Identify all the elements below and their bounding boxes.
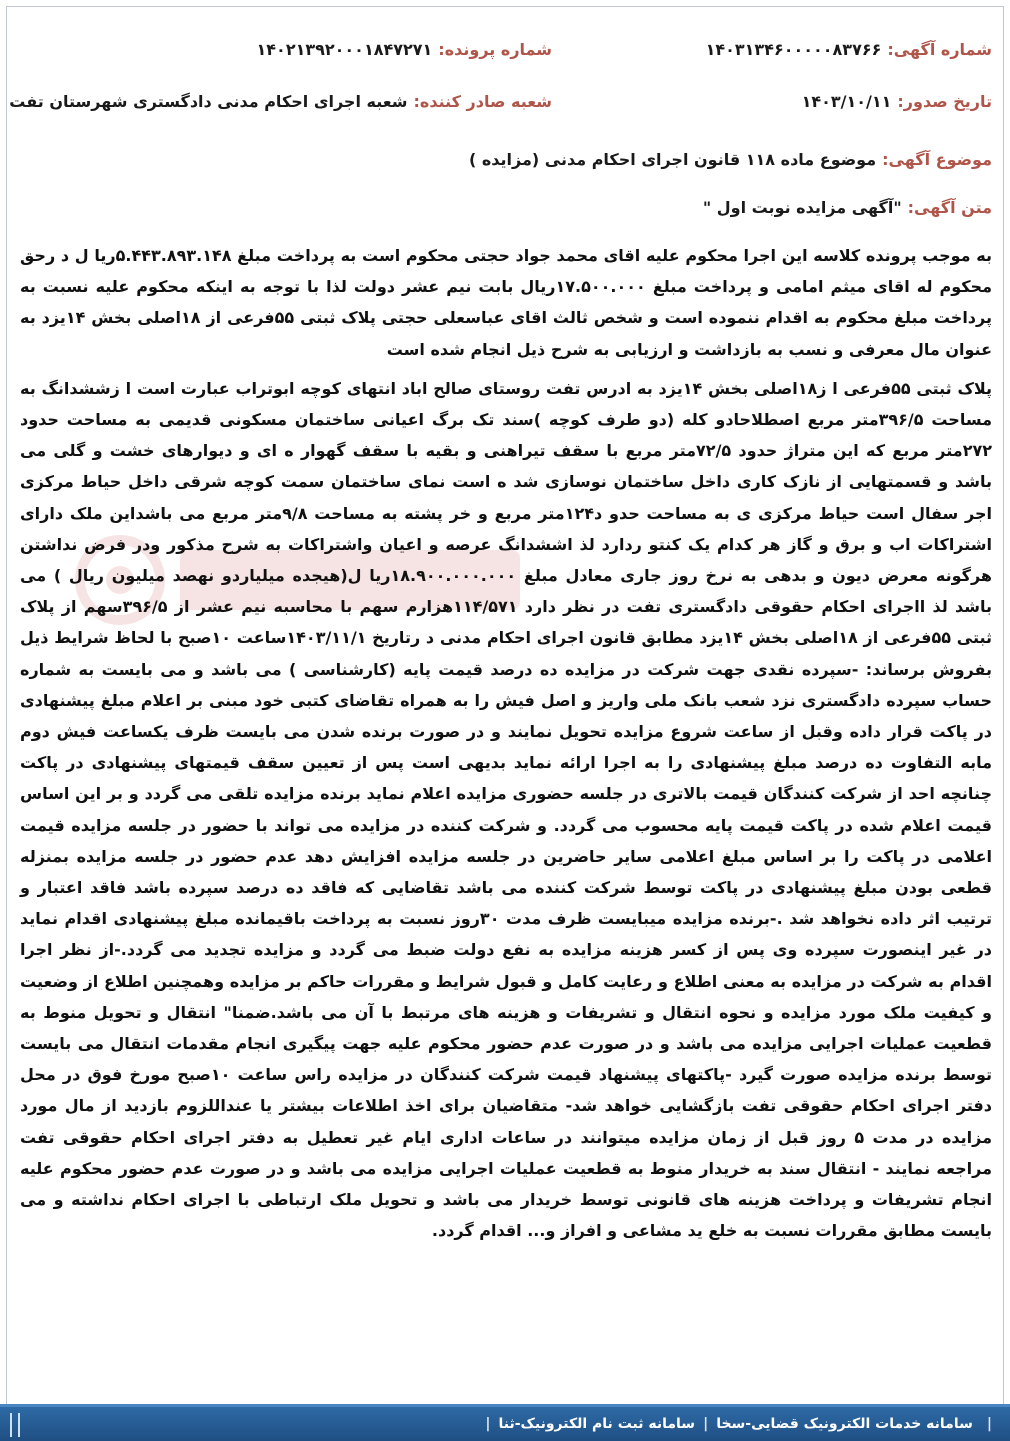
footer-bar: [0, 1404, 1010, 1441]
issuer-row: [9, 92, 552, 111]
paragraph-intro: به موجب پرونده کلاسه این اجرا محکوم علیه اقای محمد جواد حجتی محکوم است به پرداخت مبلغ ۵.۴۴۳.۸۹۳.۱۴۸ریا ل د رحق محکوم له اقای میثم امامی و پرداخت مبلغ ۱۷.۵۰۰.۰۰۰ریال بابت نیم عشر دولت لذا با توجه به اینکه محکوم علیه نسبت به پرداخت مبلغ محکوم به اقدام ننموده است و شخص ثالث اقای عباسعلی حجتی پلاک ثبتی ۵۵فرعی از ۱۸اصلی بخش ۱۴یزد به عنوان مال معرفی و نسب به بازداشت و ارزیابی به شرح ذیل انجام شده است: [20, 246, 993, 359]
paragraph-details: پلاک ثبتی ۵۵فرعی ا ز۱۸اصلی بخش ۱۴یزد به ادرس تفت روستای صالح اباد انتهای کوچه ابوتراب عبارت است ا زششدانگ به مساحت ۳۹۶/۵متر مربع اصطلاحادو کله (دو طرف کوچه )سند تک برگ اعیانی ساختمان مسکونی قدیمی به مساحت حدود ۲۷۲متر مربع که این متراژ حدود ۷۲/۵متر مربع با سقف تیراهنی و بقیه با سقف گهوار ه ای و دیوارهای خشت و گلی می باشد و قسمتهایی از نازک کاری داخل ساختمان نوسازی شد ه است نمای ساختمان سمت کوچه شرقی داخل حیاط مرکزی اجر سفال است حیاط مرکزی ی به مساحت حدو د۱۲۴متر مربع و خر پشته به مساحت ۹/۸متر مربع می باشداین ملک دارای اشتراکات اب و برق و گاز هر کدام یک کنتو ردارد لذ اششدانگ عرصه و اعیان واشتراکات به شرح مذکور ودر فرض نداشتن هرگونه معرض دیون و بدهی به نرخ روز جاری معادل مبلغ ۱۸.۹۰۰.۰۰۰.۰۰۰ریا ل(هیجده میلیاردو نهصد میلیون ریال ) می باشد لذ ااجرای احکام حقوقی دادگستری تفت در نظر دارد ۱۱۴/۵۷۱هزارم سهم با محاسبه نیم عشر از ۳۹۶/۵سهم از پلاک ثبتی ۵۵فرعی از ۱۸اصلی بخش ۱۴یزد مطابق قانون اجرای احکام مدنی د رتاریخ ۱۴۰۳/۱۱/۱ساعت ۱۰صبح با لحاظ شرایط ذیل بفروش برساند: -سپرده نقدی جهت شرکت در مزایده ده درصد قیمت پایه (کارشناسی ) می باشد و می بایست به شماره حساب سپرده دادگستری نزد شعب بانک ملی واریز و اصل فیش را به همراه تقاضای کتبی خود مبنی بر اعلام مبلغ پیشنهادی در پاکت قرار داده وقبل از ساعت شروع مزایده تحویل نمایند و در صورت برنده شدن می بایست ظرف یکساعت فیش دوم مابه التفاوت ده درصد مبلغ پیشنهادی را به اجرا ارائه نماید بدیهی است پس از تعیین سقف قیمتهای پیشنهادی در پاکت چنانچه احد از شرکت کنندگان قیمت بالاتری در جلسه حضوری مزایده اعلام نماید برنده مزایده تلقی می گردد و بر این اساس قیمت اعلام شده در پاکت قیمت پایه محسوب می گردد. و شرکت کننده در مزایده می تواند با حضور در جلسه مزایده قیمت اعلامی در پاکت را بر اساس مبلغ اعلامی سایر حاضرین در جلسه مزایده افزایش دهد عدم حضور در جلسه مزایده بمنزله قطعی بودن مبلغ پیشنهادی در پاکت توسط شرکت کننده می باشد تقاضایی که فاقد ده درصد سپرده باشد فاقد اعتبار و ترتیب اثر داده نخواهد شد .-برنده مزایده میبایست ظرف مدت ۳۰روز نسبت به پرداخت باقیمانده مبلغ پیشنهادی اقدام نماید در غیر اینصورت سپرده وی پس از کسر هزینه مزایده به نفع دولت ضبط می گردد و مزایده تجدید می گردد.-از نظر اجرا اقدام به شرکت در مزایده به معنی اطلاع و رعایت کامل و قبول شرایط و مقررات حاکم بر مزایده وهمچنین اطلاع از وضعیت و کیفیت ملک مورد مزایده و نحوه انتقال و تشریفات و هزینه های مرتبط با آن می باشد.ضمنا" انتقال و تحویل منوط به قطعیت عملیات اجرایی مزایده می باشد و در صورت عدم حضور محکوم علیه جهت پیگیری انجام مقدمات انتقال می بایست توسط برنده مزایده صورت گیرد -پاکتهای پیشنهاد قیمت شرکت کنندگان در مزایده راس ساعت ۱۰صبح مورخ فوق در محل دفتر اجرای احکام حقوقی تفت بازگشایی خواهد شد- متقاضیان برای اخذ اطلاعات بیشتر یا عنداللزوم بازدید از مال مورد مزایده در مدت ۵ روز قبل از زمان مزایده میتوانند در ساعات اداری ایام غیر تعطیل به دفتر اجرای احکام حقوقی تفت مراجعه نمایند - انتقال سند به خریدار منوط به قطعیت عملیات اجرایی مزایده می باشد و در صورت عدم حضور محکوم علیه انجام تشریفات و پرداخت هزینه های قانونی توسط خریدار می باشد و تحویل ملک ارتباطی با اجرای احکام نداشته و می بایست مطابق مقررات نسبت به خلع ید مشاعی و افراز و... اقدام گردد.: [20, 378, 993, 1241]
text-title: "آگهی مزایده نوبت اول ": [702, 198, 902, 217]
text-title-row: [703, 198, 992, 217]
footer-separator-middle: |: [703, 1416, 709, 1432]
footer-separator-left: |: [485, 1416, 491, 1432]
file-number-label: شماره پرونده:: [438, 40, 552, 59]
ad-number-label: شماره آگهی:: [887, 40, 992, 59]
text-label: متن آگهی:: [907, 198, 992, 217]
issue-date-row: [802, 92, 992, 111]
footer-separator-right: |: [986, 1416, 992, 1432]
ad-number-row: [706, 40, 992, 59]
subject-label: موضوع آگهی:: [882, 150, 992, 169]
issuer-value: شعبه اجرای احکام مدنی دادگستری شهرستان تفت: [9, 92, 408, 111]
file-number-row: [257, 40, 552, 59]
subject-row: [469, 150, 992, 169]
subject-value: موضوع ماده ۱۱۸ قانون اجرای احکام مدنی (مزایده ): [468, 150, 877, 169]
footer-link-sakha[interactable]: سامانه خدمات الکترونیک قضایی-سخا: [716, 1416, 973, 1432]
ad-number-value: ۱۴۰۳۱۳۴۶۰۰۰۰۰۸۳۷۶۶: [705, 40, 882, 59]
file-number-value: ۱۴۰۲۱۳۹۲۰۰۰۱۸۴۷۲۷۱: [256, 40, 433, 59]
footer-link-sana[interactable]: سامانه ثبت نام الکترونیک-ثنا: [498, 1416, 696, 1432]
footer-end-marker: [10, 1413, 20, 1437]
announcement-body: [20, 240, 992, 1255]
issue-date-label: تاریخ صدور:: [897, 92, 992, 111]
issuer-label: شعبه صادر کننده:: [413, 92, 552, 111]
issue-date-value: ۱۴۰۳/۱۰/۱۱: [801, 92, 892, 111]
